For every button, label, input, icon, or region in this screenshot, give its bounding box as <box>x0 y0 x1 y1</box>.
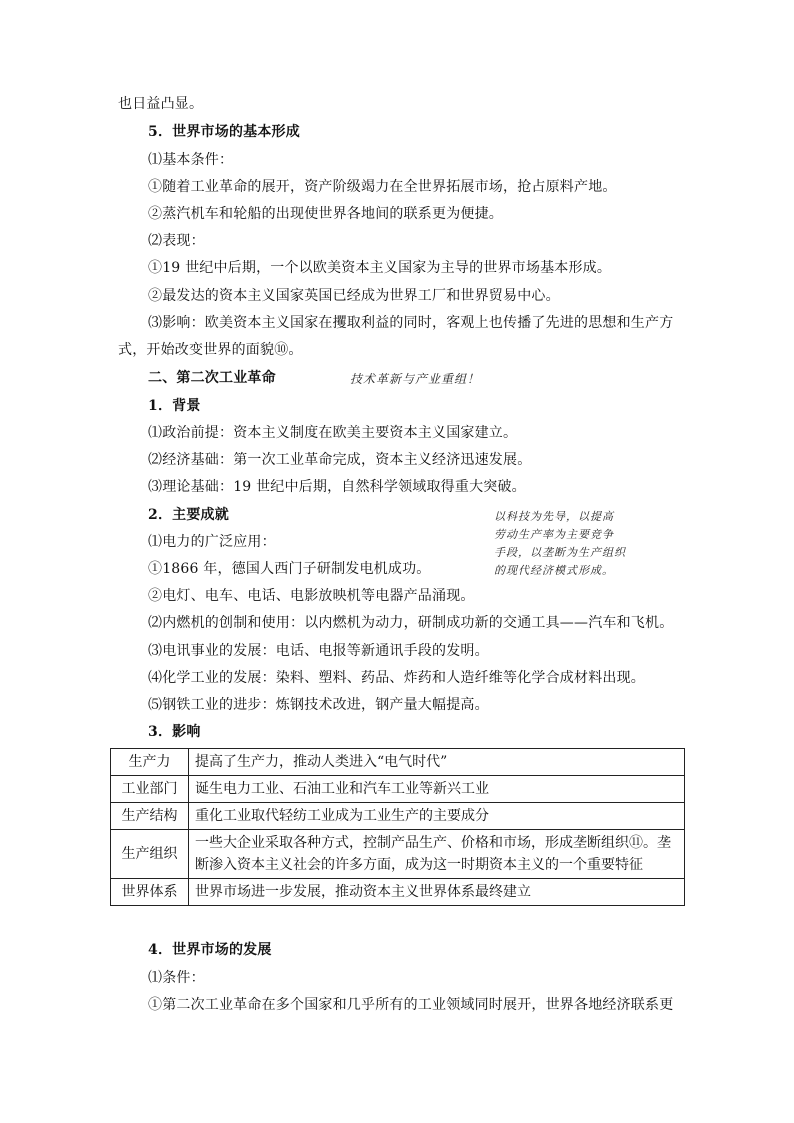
table-value-cell: 提高了生产力，推动人类进入“电气时代” <box>189 749 685 776</box>
text-line: ⑴条件： <box>148 970 205 986</box>
text-line: ⑷化学工业的发展：染料、塑料、药品、炸药和人造纤维等化学合成材料出现。 <box>148 670 645 686</box>
text-line: ①第二次工业革命在多个国家和几乎所有的工业领域同时展开，世界各地经济联系更 <box>148 997 674 1013</box>
text-line: ①19 世纪中后期，一个以欧美资本主义国家为主导的世界市场基本形成。 <box>148 260 612 276</box>
section-heading: 二、第二次工业革命 <box>148 370 276 386</box>
table-row <box>111 776 685 803</box>
table-key-cell: 工业部门 <box>111 776 189 803</box>
table-key-cell: 生产结构 <box>111 803 189 830</box>
table-row <box>111 749 685 776</box>
table-key-cell: 生产组织 <box>111 830 189 879</box>
impact-table <box>110 748 685 906</box>
table-key-cell: 世界体系 <box>111 879 189 906</box>
handwritten-note: 手段，以垄断为生产组织 <box>494 546 626 559</box>
text-line: ⑶理论基础：19 世纪中后期，自然科学领域取得重大突破。 <box>148 479 526 495</box>
handwritten-note: 的现代经济模式形成。 <box>494 564 614 577</box>
text-line: ⑴政治前提：资本主义制度在欧美主要资本主义国家建立。 <box>148 425 518 441</box>
handwritten-note: 劳动生产率为主要竞争 <box>494 528 614 541</box>
text-line: ⑴基本条件： <box>148 152 234 168</box>
subsection-heading: 1．背景 <box>148 398 201 414</box>
text-line: ①随着工业革命的展开，资产阶级竭力在全世界拓展市场，抢占原料产地。 <box>148 179 617 195</box>
text-line: 也日益凸显。 <box>118 96 204 112</box>
table-value-cell: 世界市场进一步发展，推动资本主义世界体系最终建立 <box>189 879 685 906</box>
table-key-cell: 生产力 <box>111 749 189 776</box>
subsection-heading: 3．影响 <box>148 724 201 740</box>
text-line: ⑸钢铁工业的进步：炼钢技术改进，钢产量大幅提高。 <box>148 697 489 713</box>
section-heading: 5．世界市场的基本形成 <box>148 124 300 140</box>
table-value-cell: 诞生电力工业、石油工业和汽车工业等新兴工业 <box>189 776 685 803</box>
text-line: ②最发达的资本主义国家英国已经成为世界工厂和世界贸易中心。 <box>148 288 560 304</box>
text-line: ①1866 年，德国人西门子研制发电机成功。 <box>148 561 431 577</box>
table-value-cell: 一些大企业采取各种方式，控制产品生产、价格和市场，形成垄断组织⑪。垄断渗入资本主义社会的许多方面，成为这一时期资本主义的一个重要特征 <box>189 830 685 879</box>
subsection-heading: 4．世界市场的发展 <box>148 942 272 958</box>
text-line: ⑶影响：欧美资本主义国家在攫取利益的同时，客观上也传播了先进的思想和生产方 <box>148 315 674 331</box>
handwritten-note: 技术革新与产业重组！ <box>350 372 481 386</box>
text-line: ⑶电讯事业的发展：电话、电报等新通讯手段的发明。 <box>148 643 489 659</box>
subsection-heading: 2．主要成就 <box>148 507 229 523</box>
table-value-cell: 重化工业取代轻纺工业成为工业生产的主要成分 <box>189 803 685 830</box>
handwritten-note: 以科技为先导，以提高 <box>494 510 614 523</box>
text-line: 式，开始改变世界的面貌⑩。 <box>118 342 303 358</box>
text-line: ⑵内燃机的创制和使用：以内燃机为动力，研制成功新的交通工具——汽车和飞机。 <box>148 615 674 631</box>
text-line: ⑵表现： <box>148 233 205 249</box>
table-row <box>111 879 685 906</box>
table-row <box>111 803 685 830</box>
text-line: ②蒸汽机车和轮船的出现使世界各地间的联系更为便捷。 <box>148 206 503 222</box>
text-line: ⑵经济基础：第一次工业革命完成，资本主义经济迅速发展。 <box>148 452 532 468</box>
text-line: ⑴电力的广泛应用： <box>148 534 276 550</box>
table-row <box>111 830 685 879</box>
text-line: ②电灯、电车、电话、电影放映机等电器产品涌现。 <box>148 588 475 604</box>
